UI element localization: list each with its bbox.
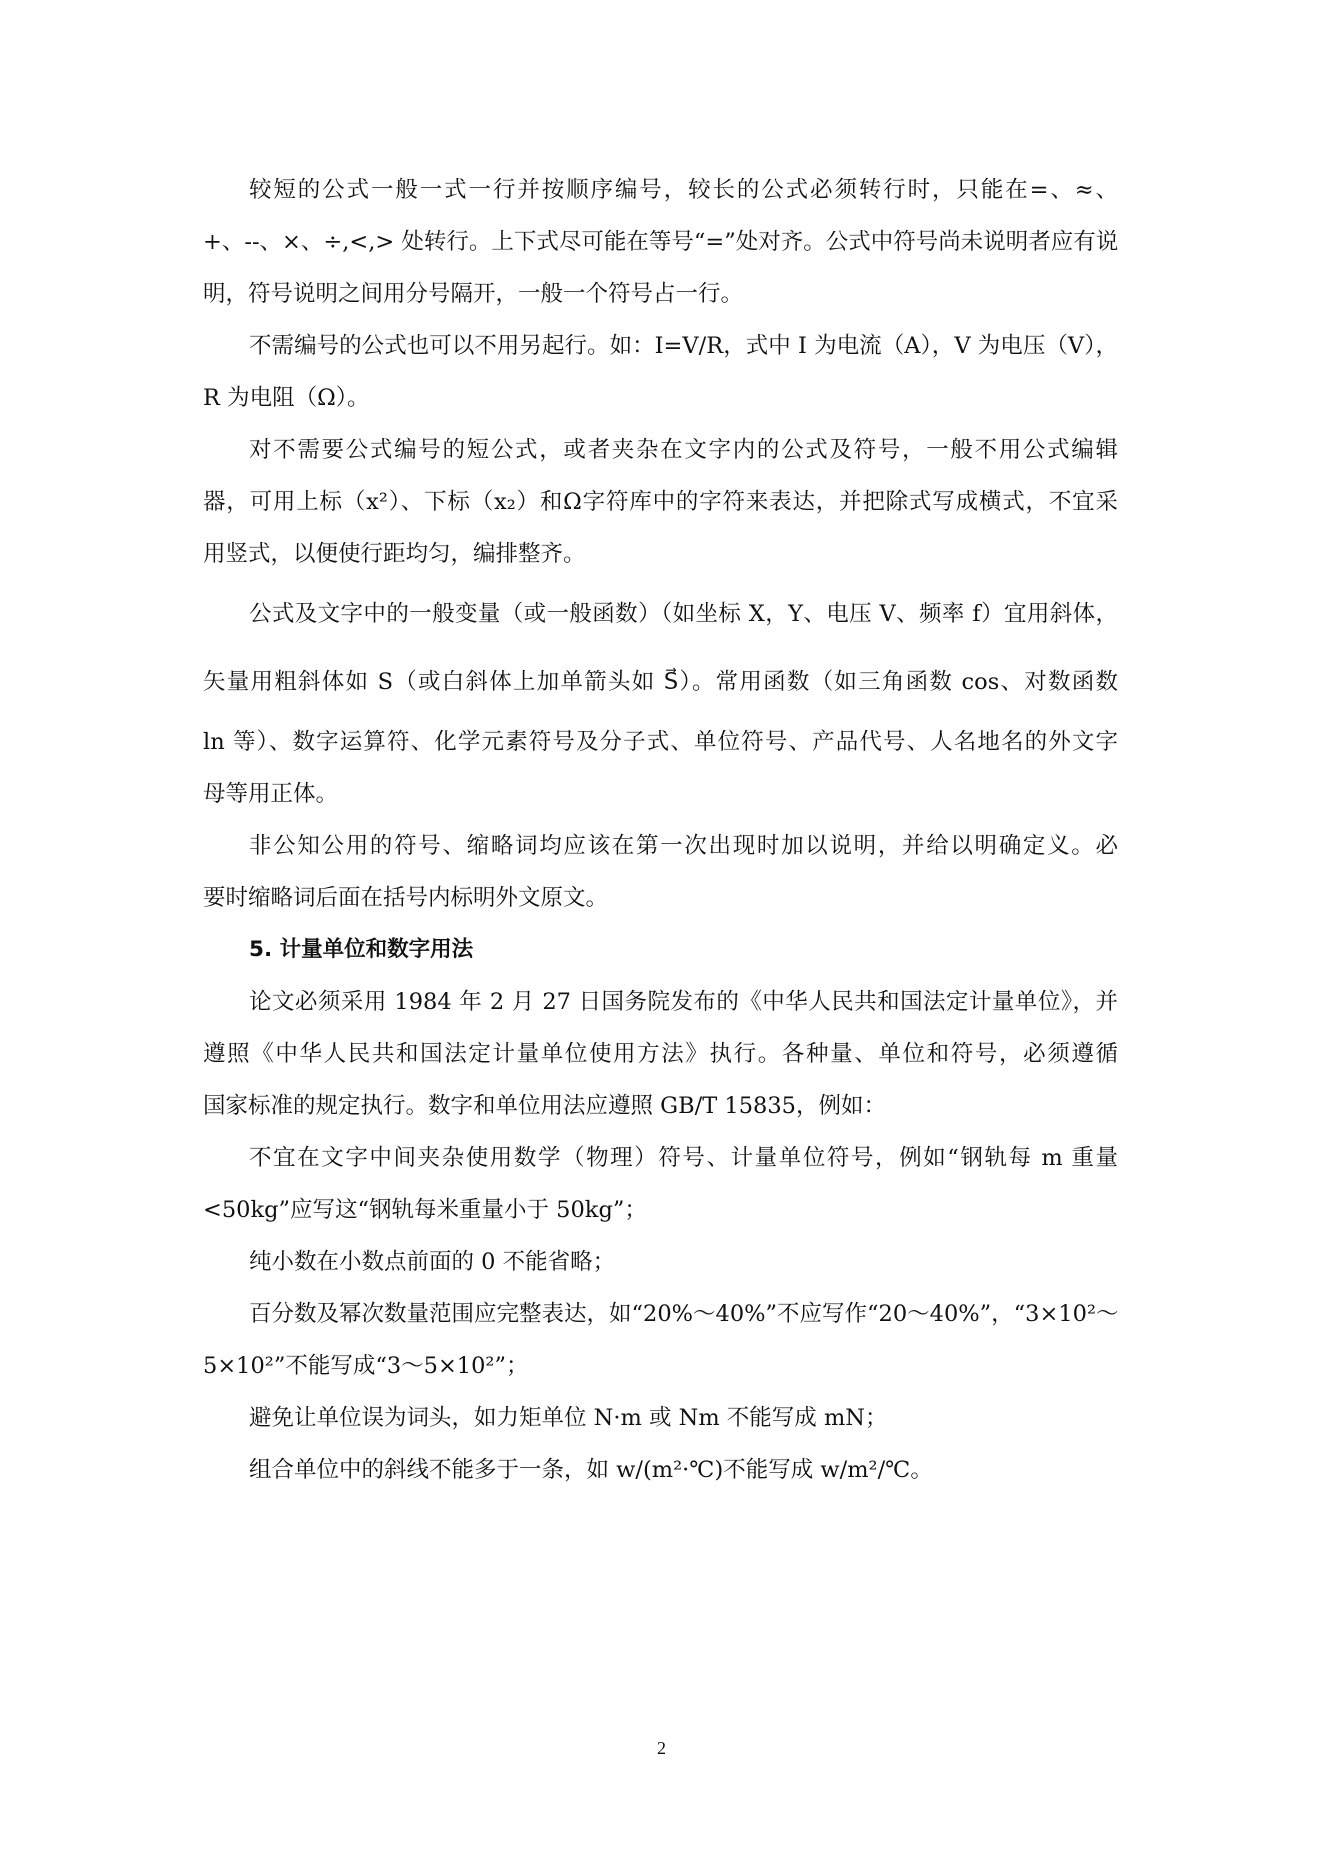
text-line: 要时缩略词后面在括号内标明外文原文。	[203, 885, 609, 911]
text-line: 公式及文字中的一般变量（或一般函数）（如坐标 X，Y、电压 V、频率 f）宜用斜体，	[249, 601, 1118, 627]
text-line: 5×10²”不能写成“3～5×10²”；	[203, 1353, 529, 1379]
text-line: 遵照《中华人民共和国法定计量单位使用方法》执行。各种量、单位和符号，必须遵循	[203, 1041, 1118, 1067]
text-line: 不需编号的公式也可以不用另起行。如：I=V/R，式中 I 为电流（A），V 为电压（V），	[249, 333, 1118, 359]
text-line: 非公知公用的符号、缩略词均应该在第一次出现时加以说明，并给以明确定义。必	[249, 833, 1118, 859]
text-line: 国家标准的规定执行。数字和单位用法应遵照 GB/T 15835，例如：	[203, 1093, 886, 1119]
text-line: 明，符号说明之间用分号隔开，一般一个符号占一行。	[203, 281, 744, 307]
text-line: 母等用正体。	[203, 781, 339, 807]
text-line: ln 等）、数字运算符、化学元素符号及分子式、单位符号、产品代号、人名地名的外文字	[203, 729, 1118, 755]
text-line: 论文必须采用 1984 年 2 月 27 日国务院发布的《中华人民共和国法定计量单位》，并	[249, 989, 1118, 1015]
text-line: 不宜在文字中间夹杂使用数学（物理）符号、计量单位符号，例如“钢轨每 m 重量	[249, 1145, 1118, 1171]
section-heading: 5. 计量单位和数字用法	[249, 937, 474, 962]
text-line: 较短的公式一般一式一行并按顺序编号，较长的公式必须转行时，只能在=、≈、	[249, 177, 1118, 203]
body-text	[203, 164, 1118, 1496]
text-line: 组合单位中的斜线不能多于一条，如 w/(m²·℃)不能写成 w/m²/℃。	[249, 1457, 933, 1483]
text-line: 器，可用上标（x²）、下标（x₂）和Ω字符库中的字符来表达，并把除式写成横式，不宜采	[203, 489, 1118, 515]
text-line: <50kg”应写这“钢轨每米重量小于 50kg”；	[203, 1197, 647, 1223]
text-line: 避免让单位误为词头，如力矩单位 N·m 或 Nm 不能写成 mN；	[249, 1405, 888, 1431]
text-line: 用竖式，以便使行距均匀，编排整齐。	[203, 541, 586, 567]
text-line: 纯小数在小数点前面的 0 不能省略；	[249, 1249, 616, 1275]
text-line: R 为电阻（Ω）。	[203, 385, 370, 411]
text-line: 百分数及幂次数量范围应完整表达，如“20%～40%”不应写作“20～40%”，“3×10²～	[249, 1301, 1119, 1327]
text-line: 矢量用粗斜体如 S（或白斜体上加单箭头如 S⃗）。常用函数（如三角函数 cos、对数函数	[203, 669, 1118, 695]
page-number: 2	[657, 1738, 666, 1758]
text-line: +、--、×、÷,<,> 处转行。上下式尽可能在等号“=”处对齐。公式中符号尚未说明者应有说	[203, 229, 1119, 255]
text-line: 对不需要公式编号的短公式，或者夹杂在文字内的公式及符号，一般不用公式编辑	[249, 437, 1118, 463]
